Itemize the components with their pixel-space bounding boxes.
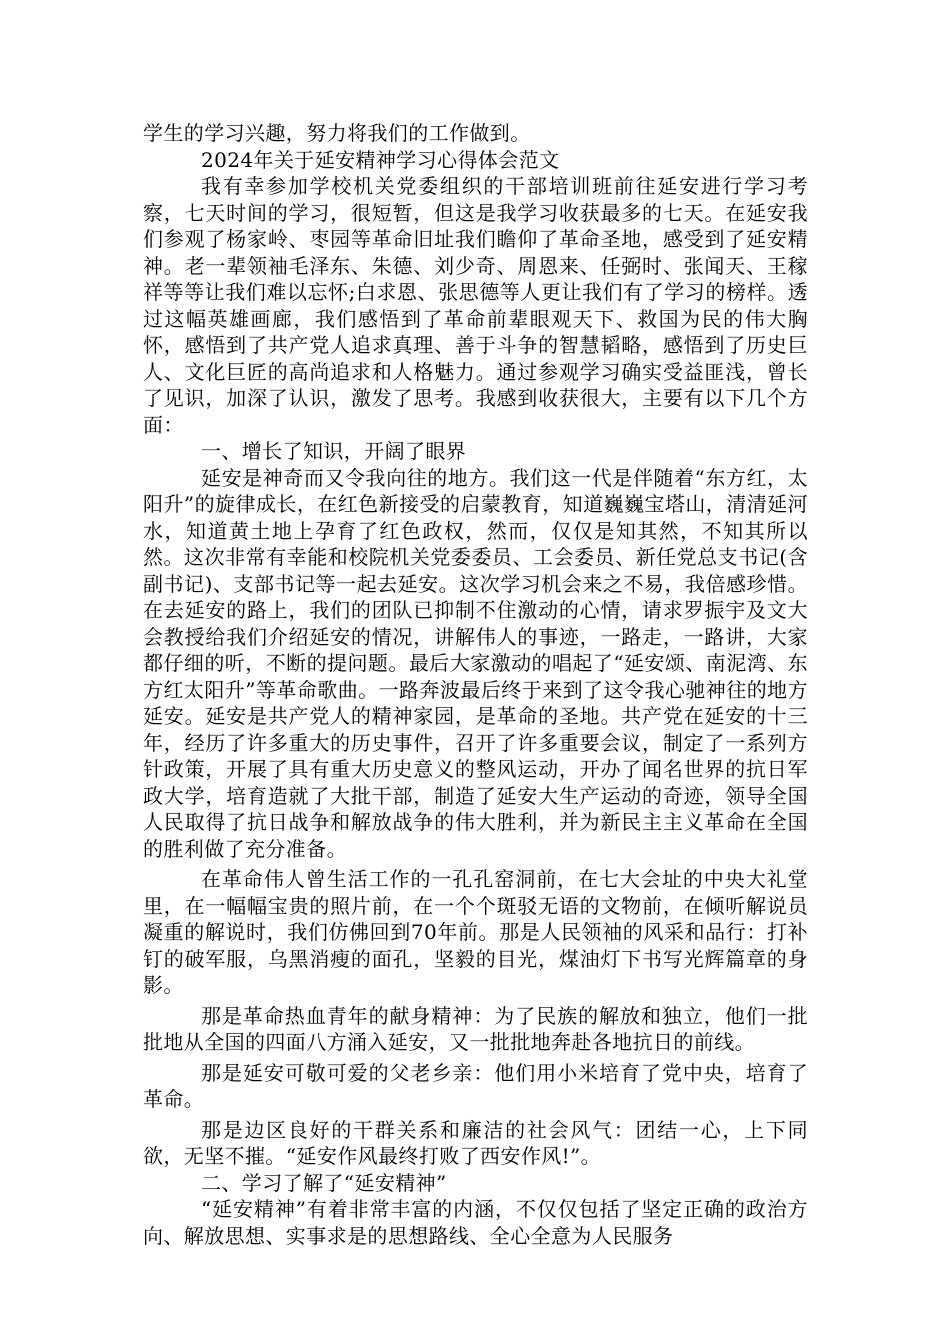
paragraph-spirit: “延安精神”有着非常丰富的内涵，不仅仅包括了坚定正确的政治方向、解放思想、实事求是的思想路线、全心全意为人民服务 (143, 1197, 808, 1248)
paragraph-style: 那是边区良好的干群关系和廉洁的社会风气：团结一心，上下同欲，无坚不摧。“延安作风最终打败了西安作风!”。 (143, 1117, 808, 1168)
section-heading-2: 二、学习了解了“延安精神” (201, 1170, 447, 1195)
section-heading-1: 一、增长了知识，开阔了眼界 (201, 439, 467, 463)
paragraph-continuation: 学生的学习兴趣，努力将我们的工作做到。 (143, 121, 531, 145)
paragraph-youth: 那是革命热血青年的献身精神：为了民族的解放和独立，他们一批批地从全国的四面八方涌入延安，又一批批地奔赴各地抗日的前线。 (143, 1003, 808, 1054)
paragraph-yanan: 延安是神奇而又令我向往的地方。我们这一代是伴随着“东方红，太阳升”的旋律成长，在红色新接受的启蒙教育，知道巍巍宝塔山，清清延河水，知道黄土地上孕育了红色政权，然而，仅仅是知其然，不知其所以然。这次非常有幸能和校院机关党委委员、工会委员、新任党总支书记(含副书记)、支部书记等一起去延安。这次学习机会来之不易，我倍感珍惜。在去延安的路上，我们的团队已抑制不住激动的心情，请求罗振宇及文大会教授给我们介绍延安的情况，讲解伟人的事迹，一路走，一路讲，大家都仔细的听，不断的提问题。最后大家激动的唱起了“延安颂、南泥湾、东方红太阳升”等革命歌曲。一路奔波最后终于来到了这令我心驰神往的地方延安。延安是共产党人的精神家园，是革命的圣地。共产党在延安的十三年，经历了许多重大的历史事件，召开了许多重要会议，制定了一系列方针政策，开展了具有重大历史意义的整风运动，开办了闻名世界的抗日军政大学，培育造就了大批干部，制造了延安大生产运动的奇迹，领导全国人民取得了抗日战争和解放战争的伟大胜利，并为新民主主义革命在全国的胜利做了充分准备。 (143, 465, 808, 861)
paragraph-caves: 在革命伟人曾生活工作的一孔孔窑洞前，在七大会址的中央大礼堂里，在一幅幅宝贵的照片前，在一个个斑驳无语的文物前，在倾听解说员凝重的解说时，我们仿佛回到70年前。那是人民领袖的风采和品行：打补钉的破军服，乌黑消瘦的面孔，坚毅的目光，煤油灯下书写光辉篇章的身影。 (143, 867, 808, 997)
paragraph-villagers: 那是延安可敬可爱的父老乡亲：他们用小米培育了党中央，培育了革命。 (143, 1060, 808, 1111)
article-title: 2024年关于延安精神学习心得体会范文 (201, 147, 560, 172)
document-page (143, 120, 808, 1249)
paragraph-intro: 我有幸参加学校机关党委组织的干部培训班前往延安进行学习考察，七天时间的学习，很短暂，但这是我学习收获最多的七天。在延安我们参观了杨家岭、枣园等革命旧址我们瞻仰了革命圣地，感受到了延安精神。老一辈领袖毛泽东、朱德、刘少奇、周恩来、任弼时、张闻天、王稼祥等等让我们难以忘怀;白求恩、张思德等人更让我们有了学习的榜样。透过这幅英雄画廊，我们感悟到了革命前辈眼观天下、救国为民的伟大胸怀，感悟到了共产党人追求真理、善于斗争的智慧韬略，感悟到了历史巨人、文化巨匠的高尚追求和人格魅力。通过参观学习确实受益匪浅，曾长了见识，加深了认识，激发了思考。我感到收获很大，主要有以下几个方面： (143, 174, 808, 437)
